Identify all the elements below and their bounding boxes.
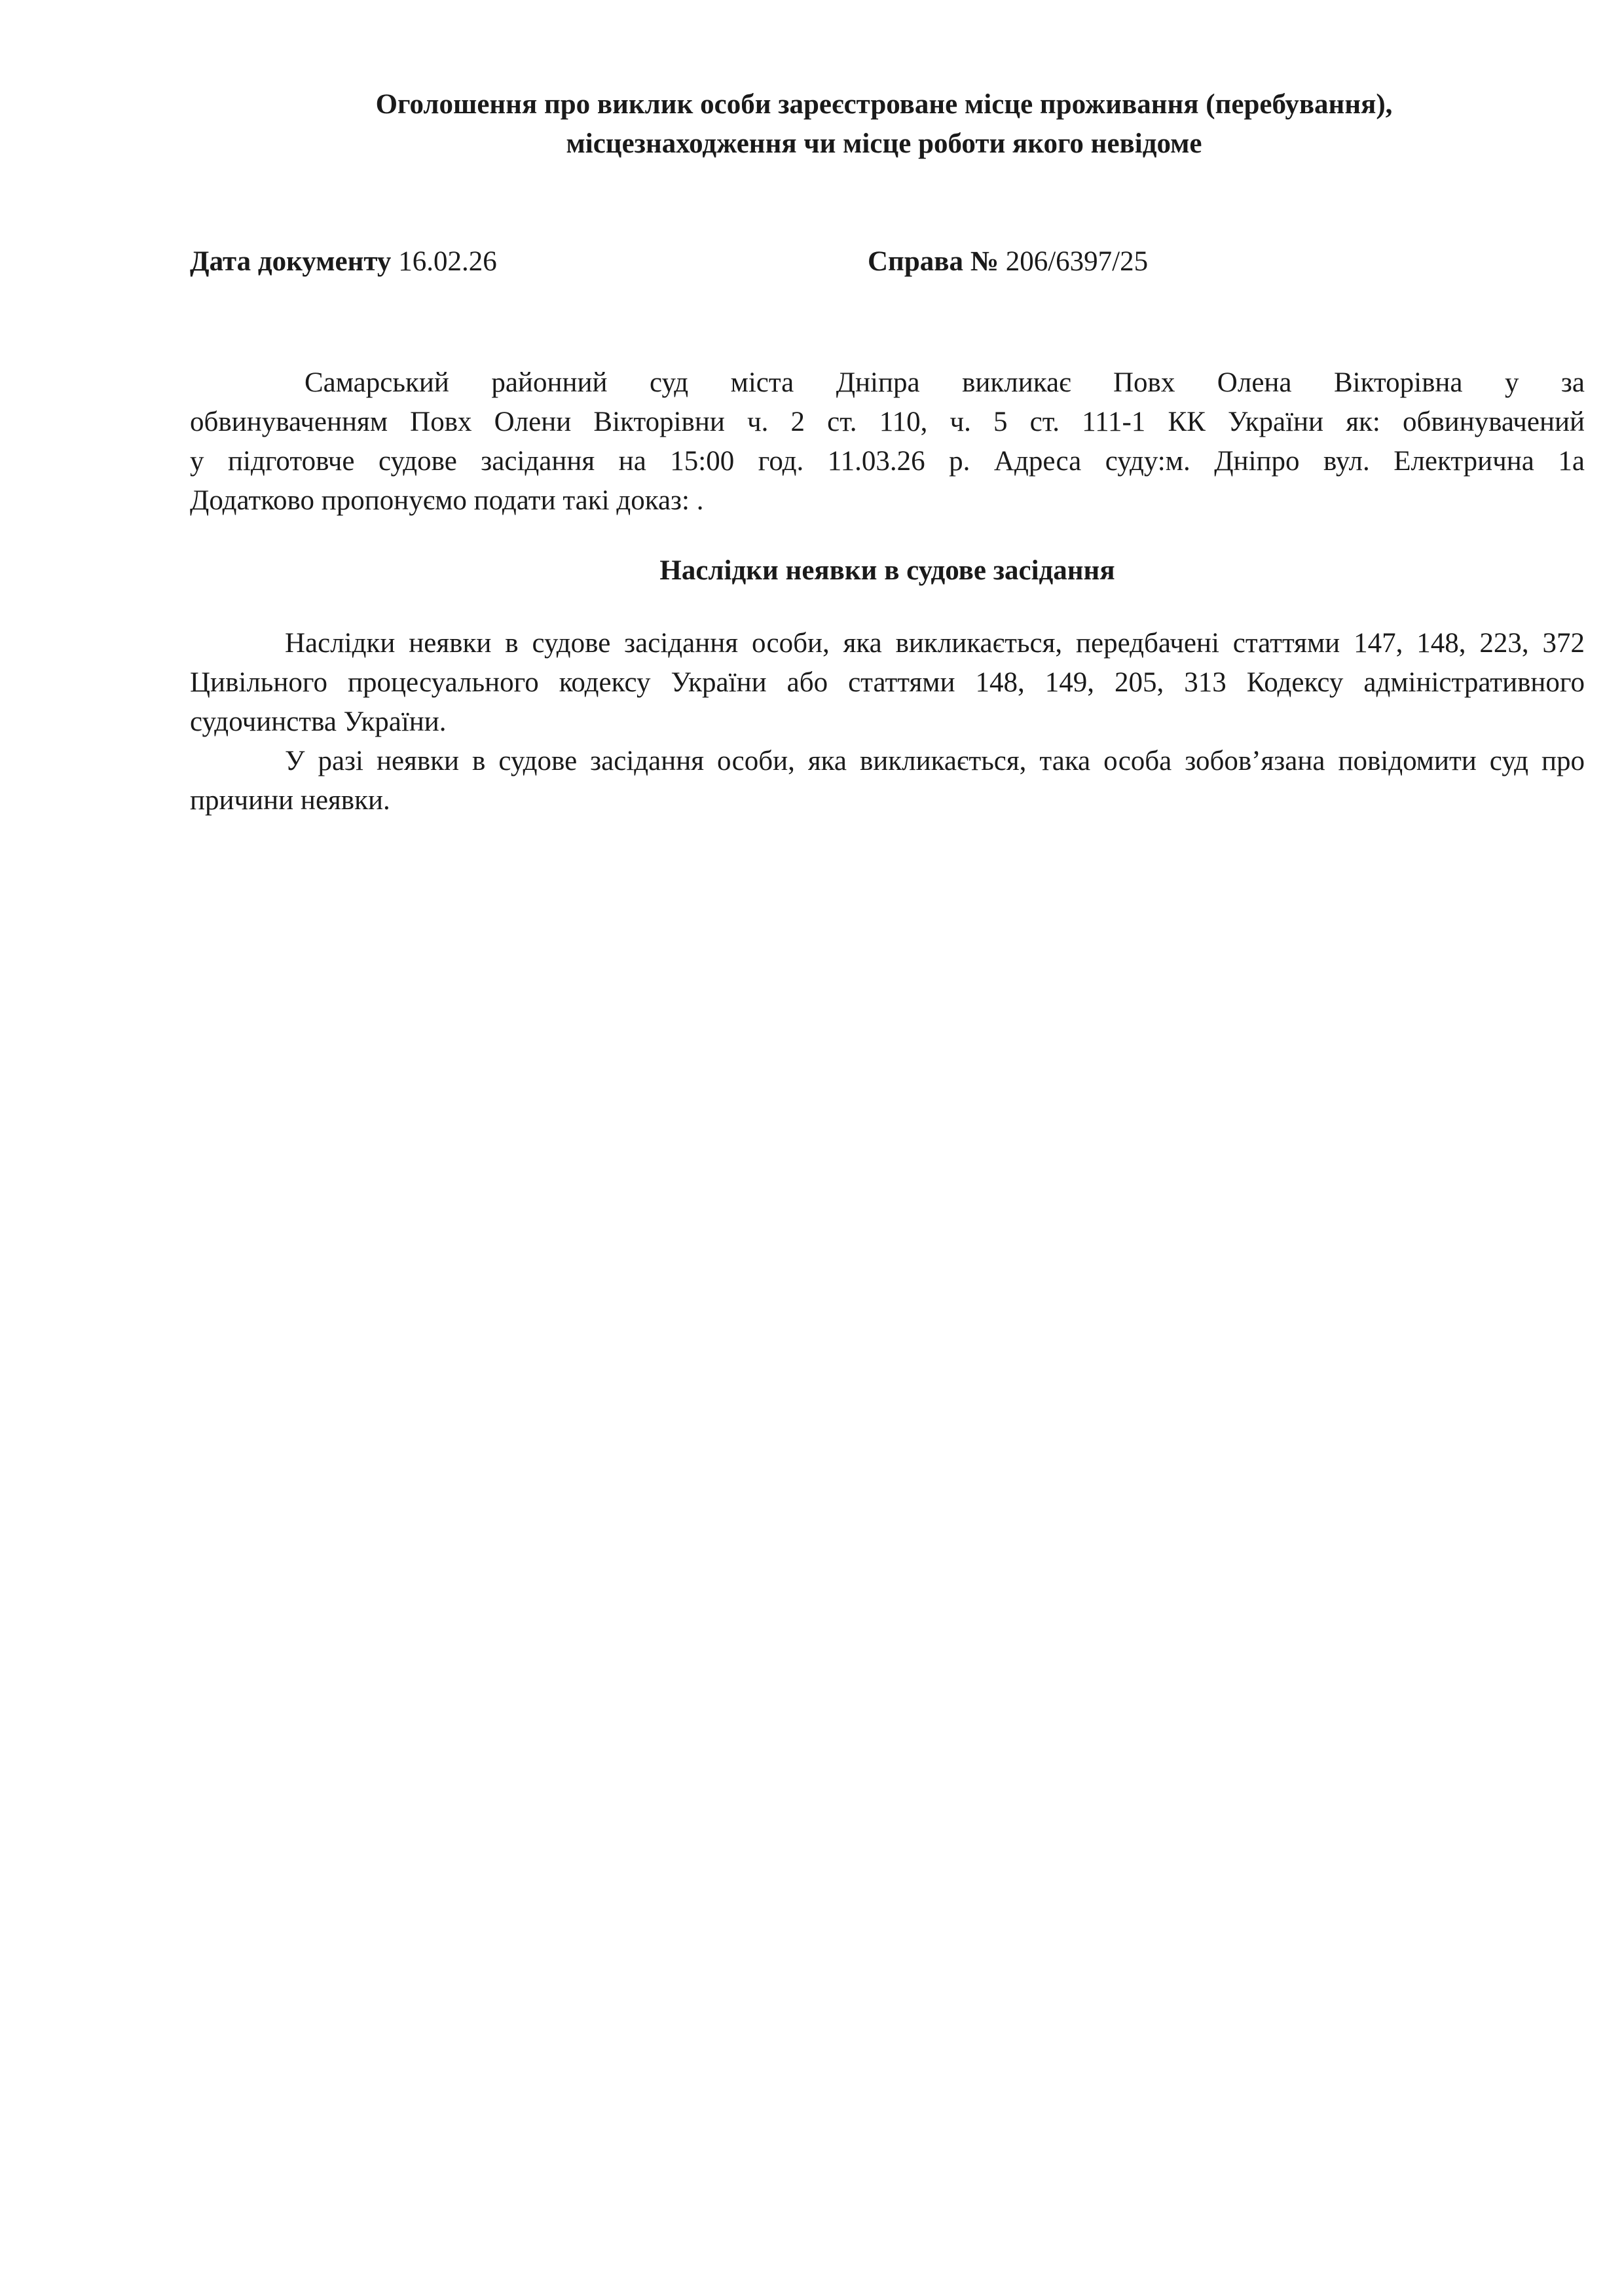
section-heading: Наслідки неявки в судове засідання xyxy=(659,555,1115,586)
summons-line-4: Додатково пропонуємо подати такі доказ: . xyxy=(190,485,704,516)
summons-line-2: обвинуваченням Повх Олени Вікторівни ч. 2 ст. 110, ч. 5 ст. 111-1 КК України як: обвинувачений xyxy=(190,407,1585,437)
consequences-paragraph: Наслідки неявки в судове засідання особи, яка викликається, передбачені статтями 147, 148, 223, 372 Цивільного процесуального кодексу України або статтями 148, 149, 205, 313 Кодексу адміністративного судочинства України. xyxy=(190,628,1585,737)
document-date xyxy=(190,242,497,282)
summons-line-1: Самарський районний суд міста Дніпра викликає Повх Олена Вікторівна у за xyxy=(304,367,1585,398)
title-line-2: місцезнаходження чи місце роботи якого невідоме xyxy=(566,128,1202,159)
document-title xyxy=(190,85,1578,164)
summons-line-3: у підготовче судове засідання на 15:00 год. 11.03.26 р. Адреса суду:м. Дніпро вул. Електрична 1а xyxy=(190,446,1585,477)
summons-paragraph xyxy=(190,363,1585,520)
date-value: 16.02.26 xyxy=(398,246,497,277)
case-label: Справа № xyxy=(868,246,999,277)
title-line-1: Оголошення про виклик особи зареєстроване місце проживання (перебування), xyxy=(375,89,1393,120)
case-number xyxy=(868,242,1148,282)
case-value: 206/6397/25 xyxy=(1005,246,1149,277)
duty-paragraph: У разі неявки в судове засідання особи, яка викликається, така особа зобов’язана повідомити суд про причини неявки. xyxy=(190,746,1585,816)
date-label: Дата документу xyxy=(190,246,392,277)
